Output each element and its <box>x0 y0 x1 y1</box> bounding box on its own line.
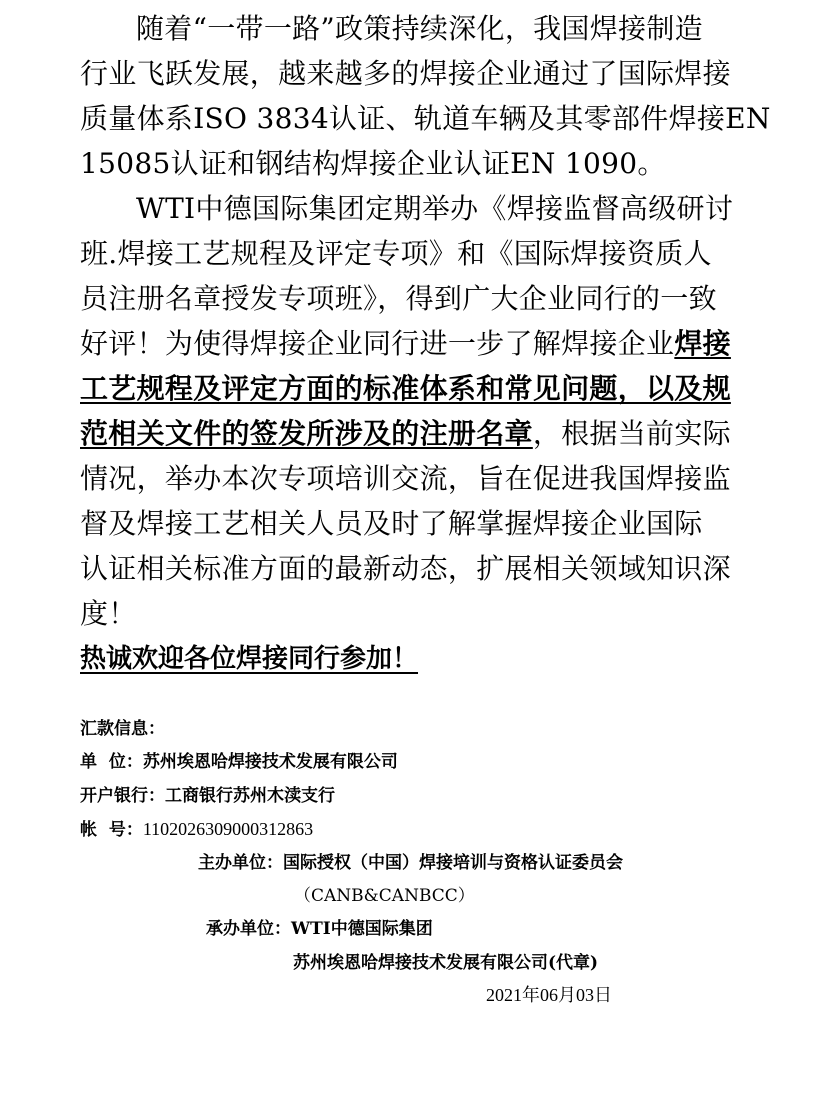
remit-bank-value: 工商银行苏州木渎支行 <box>165 786 335 806</box>
co-value: WTI中德国际集团 <box>291 919 433 939</box>
remit-unit-value: 苏州埃恩哈焊接技术发展有限公司 <box>142 752 398 772</box>
para2-line5-bold: 工艺规程及评定方面的标准体系和常见问题，以及规 <box>80 372 731 405</box>
co-unit <box>206 914 433 939</box>
para2-line6-normal: ，根据当前实际 <box>532 417 731 450</box>
host-value: 国际授权（中国）焊接培训与资格认证委员会 <box>283 853 623 873</box>
para2-line4 <box>80 321 731 366</box>
remit-unit-label: 单 位： <box>80 752 143 772</box>
remit-account-value: 1102026309000312863 <box>142 819 314 839</box>
para2-line4-normal: 好评！为使得焊接企业同行进一步了解焊接企业 <box>80 327 675 360</box>
host-unit <box>198 848 623 873</box>
remit-account <box>80 815 313 840</box>
issue-date: 2021年06月03日 <box>486 985 612 1005</box>
para2-line6 <box>80 411 731 456</box>
remit-account-label: 帐 号： <box>80 820 143 840</box>
remit-bank-label: 开户银行： <box>80 786 165 806</box>
para2-line4-bold: 焊接 <box>674 327 731 360</box>
para2-line9: 认证相关标准方面的最新动态，扩展相关领域知识深 <box>80 552 731 585</box>
remit-title: 汇款信息： <box>80 719 165 739</box>
para1-line3: 质量体系ISO 3834认证、轨道车辆及其零部件焊接EN <box>80 102 771 135</box>
para2-line2: 班.焊接工艺规程及评定专项》和《国际焊接资质人 <box>80 237 712 270</box>
welcome-line: 热诚欢迎各位焊接同行参加！ <box>80 644 419 674</box>
host-abbr: （CANB&CANBCC） <box>294 886 475 906</box>
para2-line6-bold: 范相关文件的签发所涉及的注册名章 <box>80 417 533 450</box>
para2-line1: WTI中德国际集团定期举办《焊接监督高级研讨 <box>136 192 734 225</box>
para1-line1: 随着“一带一路”政策持续深化，我国焊接制造 <box>136 12 703 45</box>
para2-line10: 度！ <box>80 597 137 630</box>
para2-line8: 督及焊接工艺相关人员及时了解掌握焊接企业国际 <box>80 507 703 540</box>
para2-line3: 员注册名章授发专项班》，得到广大企业同行的一致 <box>80 282 717 315</box>
para1-line4: 15085认证和钢结构焊接企业认证EN 1090。 <box>80 147 666 180</box>
co-label: 承办单位： <box>206 919 291 939</box>
remit-bank <box>80 781 335 806</box>
remit-unit <box>80 747 398 772</box>
para1-line2: 行业飞跃发展，越来越多的焊接企业通过了国际焊接 <box>80 57 731 90</box>
host-label: 主办单位： <box>198 853 283 873</box>
co-value2: 苏州埃恩哈焊接技术发展有限公司(代章) <box>293 953 599 973</box>
para2-line7: 情况，举办本次专项培训交流，旨在促进我国焊接监 <box>80 462 731 495</box>
